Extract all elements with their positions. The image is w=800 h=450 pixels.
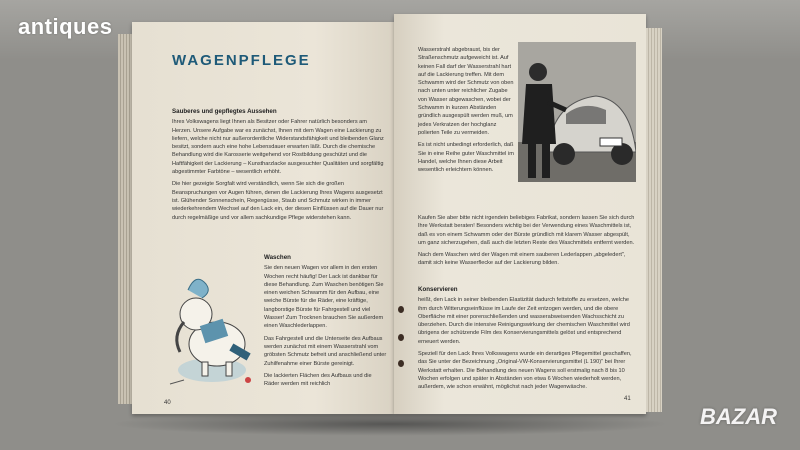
- right-page: [394, 14, 646, 414]
- page-number: 41: [624, 396, 631, 402]
- binding-hole: [398, 306, 404, 313]
- paragraph: heißt, den Lack in seiner bleibenden Elastizität dadurch fettstoffe zu ersetzen, welche ihm durch Witterungseinflüsse im Laufe der Zeit entzogen werden, und die obere Oberfläche mit einer porenschließenden und wasserabweisenden Wachsschicht zu überziehen. Durch die intensive Reinigungswirkung der chemischen Waschmittel wird übrigens der schützende Film des Konservierungsmittels gelöst und entsprechend erneuert werden.: [418, 297, 630, 345]
- page-title: WAGENPFLEGE: [172, 52, 311, 69]
- watermark-logo: antiques: [18, 14, 113, 39]
- elephant-washing-illustration: [162, 252, 262, 402]
- page-number: 40: [164, 400, 171, 406]
- watermark-logo-right: BAZAR: [700, 404, 777, 429]
- binding-hole: [398, 360, 404, 367]
- paragraph: Speziell für den Lack Ihres Volkswagens wurde ein derartiges Pflegemittel geschaffen, das Sie unter der Bezeichnung „Original-VW-Konservierungsmittel (L 190)" bei Ihrer Werkstatt erhalten. Die Behandlung des neuen Wagens soll erstmalig nach 8 bis 10 Wochen erfolgen und später in Abständen von etwa 6 Wochen wiederholt werden, außerdem, wie schon erwähnt, möglichst nach jeder Wagenwäsche.: [418, 351, 632, 391]
- section-preserving: [418, 286, 636, 392]
- left-page: [132, 22, 394, 414]
- paragraph: Wasserstrahl abgebraust, bis der Straßenschmutz aufgeweicht ist. Auf keinen Fall darf der Wasserstrahl hart auf die Lackierung treffen. Mit dem Schwamm wird der Schmutz von oben nach unten unter reichlicher Zugabe von Wasser abgewaschen, wobei der Schwamm in kurzen Abständen gründlich ausgespült werden muß, um jedes Verkratzen der hochglanz polierten Teile zu vermeiden.: [418, 47, 514, 136]
- paragraph: Die hier gezeigte Sorgfalt wird verständlich, wenn Sie sich die großen Beanspruchungen vor Augen führen, denen die Lackierung Ihres Wagens ausgesetzt ist. Glühender Sonnenschein, Regengüsse, Staub und Schmutz wirken in immer wiederkehrendem Wechsel auf den Lack ein, der diesen Einflüssen auf die Dauer nur durch regelmäßige und vor allem sachkundige Pflege widerstehen kann.: [172, 181, 384, 221]
- paragraph: Sie den neuen Wagen vor allem in den ersten Wochen recht häufig! Der Lack ist dankbar für diese Behandlung. Zum Waschen benötigen Sie einen weichen Schwamm für den Aufbau, eine weiche Bürste für die Räder, eine kräftige, langborstige Bürste für Fahrgestell und viel Wasser! Zum Trocknen brauchen Sie außerdem einen Waschlederlappen.: [264, 265, 384, 330]
- binding-hole: [398, 334, 404, 341]
- section-heading: Sauberes und gepflegtes Aussehen: [172, 108, 277, 115]
- paragraph: Nach dem Waschen wird der Wagen mit einem sauberen Lederlappen „abgeledert", damit sich keine Wasserflecke auf der Lackierung bilden.: [418, 252, 626, 267]
- section-heading: Konservieren: [418, 286, 458, 293]
- left-page-edges: [118, 34, 132, 404]
- section-heading: Waschen: [264, 254, 291, 261]
- section-clean-appearance: [172, 108, 387, 222]
- vw-beetle-photo-graphic: [518, 42, 636, 182]
- paragraph: Kaufen Sie aber bitte nicht irgendein beliebiges Fabrikat, sondern lassen Sie sich durch Ihre Werkstatt beraten! Besonders wichtig bei der Verwendung eines Waschmittels ist, daß es von einem Schwamm oder der Bürste gründlich mit klarem Wasser abgespült, um ganz sicherzugehen, daß auch die letzten Reste des Waschmittels entfernt werden.: [418, 215, 635, 246]
- washing-continued: [418, 46, 516, 174]
- section-washing: [264, 254, 388, 388]
- right-page-edges: [646, 28, 662, 412]
- paragraph: Ihres Volkswagens liegt Ihnen als Besitzer oder Fahrer natürlich besonders am Herzen. Unsere Aufgabe war es zunächst, Ihnen mit dem Wagen eine Lackierung zu liefern, welche nicht nur außerordentliche Widerstandsfähigkeit und bleibenden Glanz besitzt, sondern auch eine hohe Lebensdauer erwarten läßt. Durch die chemische Behandlung wird die Karosserie weitgehend vor Rostbildung geschützt und die Haftfähigkeit der Lackierung – Kunstharzlacke ausgesuchter Qualitäten und sorgfältig abgestimmter Farbtöne – wesentlich erhöht.: [172, 119, 384, 176]
- paragraph: Es ist nicht unbedingt erforderlich, daß Sie in eine Reihe guter Waschmittel im Handel, welche Ihnen diese Arbeit wesentlich erleichtern können.: [418, 142, 514, 174]
- paragraph: Das Fahrgestell und die Unterseite des Aufbaus werden zunächst mit einem Wasserstrahl vom gröbsten Schmutz befreit und anschließend unter Zuhilfenahme einer Bürste gereinigt.: [264, 335, 387, 367]
- open-booklet: [118, 14, 663, 424]
- washing-advice: [418, 214, 636, 268]
- paragraph: Die lackierten Flächen des Aufbaus und die Räder werden mit reichlich: [264, 372, 372, 388]
- car-washing-photo: [518, 42, 636, 182]
